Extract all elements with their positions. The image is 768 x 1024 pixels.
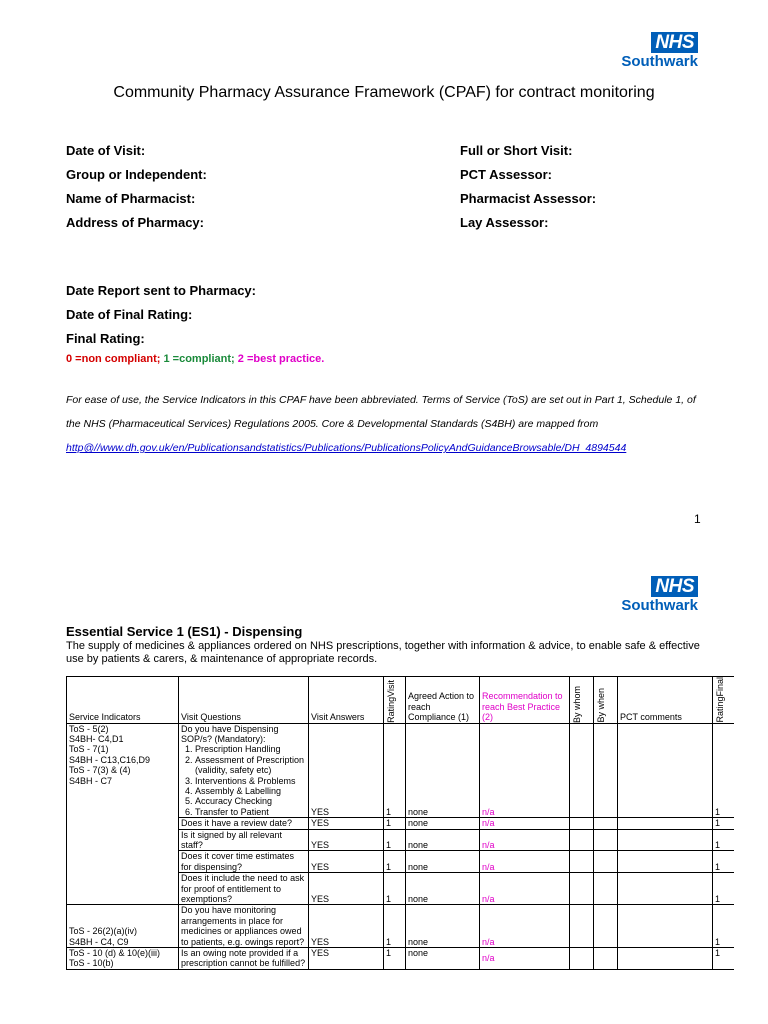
header-by-whom: By whom [572,685,582,723]
field-date-report-sent: Date Report sent to Pharmacy: [66,283,256,298]
pct-comments [618,851,713,873]
nhs-logo [621,32,698,70]
by-when [594,948,618,970]
visit-question [179,723,309,818]
recommendation: n/a [480,829,570,851]
header-by-when-cell [594,677,618,724]
pct-comments [618,948,713,970]
assessment-table [66,676,734,1024]
rating-final: 1 [713,851,735,873]
table-row [67,948,735,970]
by-when [594,818,618,829]
by-whom [570,723,594,818]
recommendation: n/a [480,851,570,873]
visit-answer: YES [309,905,384,948]
sop-list [181,744,306,817]
field-full-or-short-visit: Full or Short Visit: [460,143,573,158]
pct-comments [618,905,713,948]
field-pct-assessor: PCT Assessor: [460,167,552,182]
header-visit-answers: Visit Answers [309,677,384,724]
legend-best-practice: 2 =best practice. [237,353,325,365]
visit-answer: YES [309,723,384,818]
rating-final: 1 [713,948,735,970]
by-whom [570,851,594,873]
agreed-action: none [406,851,480,873]
agreed-action: none [406,723,480,818]
sop-list-item: 5. Accuracy Checking [195,796,306,806]
header-pct-comments: PCT comments [618,677,713,724]
nhs-badge: NHS [651,32,698,53]
table-row [67,723,735,818]
header-recommendation: Recommendation to reach Best Practice (2) [480,677,570,724]
header-visit-questions: Visit Questions [179,677,309,724]
nhs-org-name: Southwark [621,53,698,70]
rating-visit: 1 [384,851,406,873]
rating-final: 1 [713,723,735,818]
field-date-final-rating: Date of Final Rating: [66,307,193,322]
sop-list-item: 6. Transfer to Patient [195,807,306,817]
agreed-action: none [406,905,480,948]
by-whom [570,948,594,970]
by-whom [570,818,594,829]
rating-final: 1 [713,829,735,851]
field-address-of-pharmacy: Address of Pharmacy: [66,215,204,230]
service-indicators-cell: ToS - 10 (d) & 10(e)(iii) ToS - 10(b) [67,948,179,970]
service-indicators-cell: ToS - 26(2)(a)(iv) S4BH - C4, C9 [67,905,179,948]
by-when [594,851,618,873]
rating-visit: 1 [384,905,406,948]
agreed-action: none [406,818,480,829]
by-when [594,873,618,905]
legend-non-compliant: 0 =non compliant; [66,353,161,365]
header-rating-visit: RatingVisit [386,679,396,723]
rating-final: 1 [713,873,735,905]
by-when [594,723,618,818]
pct-comments [618,873,713,905]
section-title: Essential Service 1 (ES1) - Dispensing [66,624,303,639]
by-whom [570,873,594,905]
agreed-action: none [406,829,480,851]
header-by-whom-cell [570,677,594,724]
table-row [67,905,735,948]
pct-comments [618,723,713,818]
visit-answer: YES [309,873,384,905]
intro-paragraph [66,388,706,460]
page-title: Community Pharmacy Assurance Framework (CPAF) for contract monitoring [113,84,655,101]
visit-question: Does it have a review date? [179,818,309,829]
agreed-action: none [406,948,480,970]
table-header-row [67,677,735,724]
sop-list-item: 4. Assembly & Labelling [195,786,306,796]
rating-final: 1 [713,818,735,829]
visit-question: Is it signed by all relevant staff? [179,829,309,851]
header-agreed-action: Agreed Action to reach Compliance (1) [406,677,480,724]
header-rating-visit-cell [384,677,406,724]
intro-text: For ease of use, the Service Indicators in this CPAF have been abbreviated. Terms of Service (ToS) are set out in Part 1, Schedule 1, of the NHS (Pharmaceutical Services) Regulations 2005. Core & Developmental Standards (S4BH) are mapped from [66,394,696,430]
field-group-or-independent: Group or Independent: [66,167,207,182]
visit-question: Does it cover time estimates for dispensing? [179,851,309,873]
nhs-badge: NHS [651,576,698,597]
rating-final: 1 [713,905,735,948]
sop-list-item: 1. Prescription Handling [195,744,306,754]
by-whom [570,829,594,851]
rating-visit: 1 [384,829,406,851]
rating-visit: 1 [384,873,406,905]
visit-question: Do you have monitoring arrangements in place for medicines or appliances owed to patients, e.g. owings report? [179,905,309,948]
field-pharmacist-assessor: Pharmacist Assessor: [460,191,597,206]
header-by-when: By when [596,688,606,723]
header-rating-final-cell [713,677,735,724]
recommendation: n/a [480,723,570,818]
nhs-org-name: Southwark [621,597,698,614]
rating-visit: 1 [384,723,406,818]
sop-list-item: 3. Interventions & Problems [195,776,306,786]
visit-answer: YES [309,818,384,829]
section-description: The supply of medicines & appliances ordered on NHS prescriptions, together with information & advice, to enable safe & effective use by patients & carers, & maintenance of appropriate records. [66,640,700,665]
field-date-of-visit: Date of Visit: [66,143,146,158]
sop-list-item: 2. Assessment of Prescription (validity, safety etc) [195,755,306,776]
field-final-rating: Final Rating: [66,331,145,346]
visit-question: Does it include the need to ask for proof of entitlement to exemptions? [179,873,309,905]
field-lay-assessor: Lay Assessor: [460,215,549,230]
visit-question-intro: Do you have Dispensing SOP/s? (Mandatory): [181,723,279,744]
rating-visit: 1 [384,948,406,970]
page-number: 1 [694,512,701,526]
agreed-action: none [406,873,480,905]
header-rating-final: RatingFinal [715,677,725,723]
pct-comments [618,818,713,829]
legend-compliant: 1 =compliant; [163,353,235,365]
rating-visit: 1 [384,818,406,829]
by-when [594,829,618,851]
by-when [594,905,618,948]
pct-comments [618,829,713,851]
visit-question: Is an owing note provided if a prescription cannot be fulfilled? [179,948,309,970]
by-whom [570,905,594,948]
recommendation: n/a [480,905,570,948]
visit-answer: YES [309,829,384,851]
service-indicators-cell: ToS - 5(2) S4BH- C4,D1 ToS - 7(1) S4BH - C13,C16,D9 ToS - 7(3) & (4) S4BH - C7 [67,723,179,905]
dh-guidance-link[interactable]: http@//www.dh.gov.uk/en/Publicationsandstatistics/Publications/PublicationsPolicyAndGuidanceBrowsable/DH_4894544 [66,442,627,454]
rating-legend [66,353,324,365]
recommendation: n/a [480,948,570,970]
nhs-logo-page-2 [621,576,698,614]
visit-answer: YES [309,948,384,970]
header-service-indicators: Service Indicators [67,677,179,724]
field-name-of-pharmacist: Name of Pharmacist: [66,191,196,206]
recommendation: n/a [480,873,570,905]
visit-answer: YES [309,851,384,873]
recommendation: n/a [480,818,570,829]
